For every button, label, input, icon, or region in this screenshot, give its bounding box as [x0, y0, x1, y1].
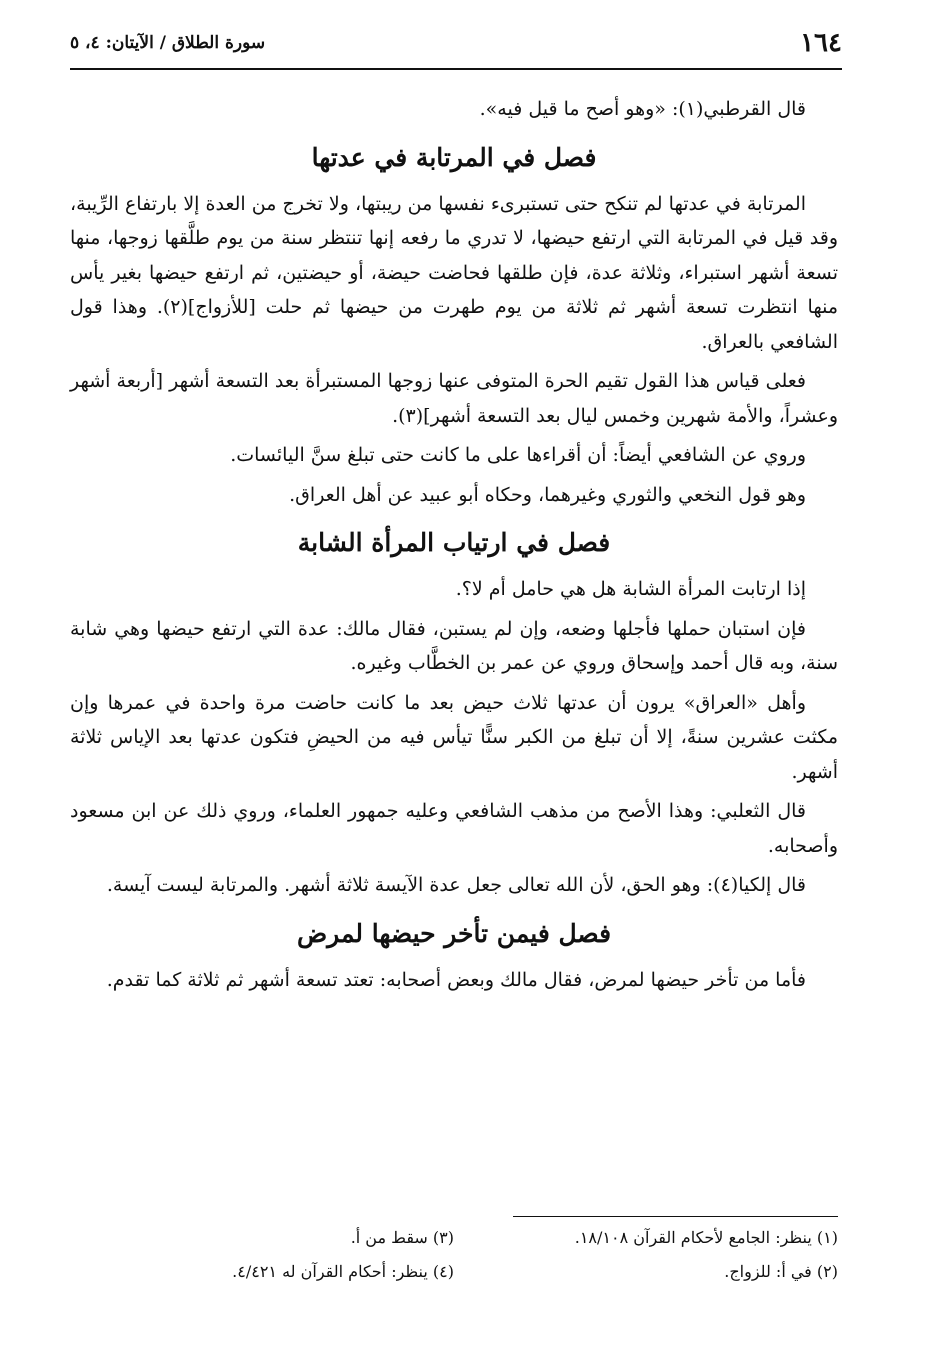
paragraph: فأما من تأخر حيضها لمرض، فقال مالك وبعض أصحابه: تعتد تسعة أشهر ثم ثلاثة كما تقدم.	[106, 968, 806, 991]
footnote-2: (٢) في أ: للزواج.	[724, 1262, 838, 1281]
paragraph: قال إلكيا(٤): وهو الحق، لأن الله تعالى جعل عدة الآيسة ثلاثة أشهر. والمرتابة ليست آيسة.	[106, 874, 806, 896]
page-header	[70, 28, 842, 58]
running-title: سورة الطلاق / الآيتان: ٤، ٥	[70, 33, 266, 53]
footnote-4: (٤) ينظر: أحكام القرآن له ٤/٤٢١.	[232, 1262, 454, 1281]
paragraph: قال الثعلبي: وهذا الأصح من مذهب الشافعي وعليه جمهور العلماء، وروي ذلك عن ابن مسعود وأصحابه.	[70, 800, 838, 857]
section-heading: فصل فيمن تأخر حيضها لمرض	[296, 918, 612, 948]
footnote-1: (١) ينظر: الجامع لأحكام القرآن ١٨/١٠٨.	[574, 1228, 838, 1247]
section-heading: فصل في ارتياب المرأة الشابة	[297, 528, 611, 557]
paragraph: فإن استبان حملها فأجلها وضعه، وإن لم يستبن، فقال مالك: عدة التي ارتفع حيضها وهي شابة سنة، وبه قال أحمد وإسحاق وروي عن عمر بن الخطَّاب وغيره.	[70, 617, 838, 674]
header-divider	[70, 68, 842, 70]
section-heading: فصل في المرتابة في عدتها	[311, 142, 597, 172]
paragraph: وروي عن الشافعي أيضاً: أن أقراءها على ما كانت حتى تبلغ سنَّ اليائسات.	[230, 444, 806, 466]
paragraph: وهو قول النخعي والثوري وغيرهما، وحكاه أبو عبيد عن أهل العراق.	[289, 483, 806, 506]
footnote-3: (٣) سقط من أ.	[350, 1228, 454, 1247]
page-body	[70, 92, 838, 1002]
paragraph: إذا ارتابت المرأة الشابة هل هي حامل أم لا؟.	[455, 578, 806, 600]
page-number: ١٦٤	[800, 28, 842, 58]
paragraph: وأهل «العراق» يرون أن عدتها ثلاث حيض بعد ما كانت حاضت مرة واحدة في عمرها وإن مكثت عشرين سنةً، إلا أن تبلغ من الكبر سنًّا تيأس فيه من الحيضِ فتكون عدتها بعد الإياس ثلاثة أشهر.	[70, 691, 838, 783]
paragraph: المرتابة في عدتها لم تنكح حتى تستبرىء نفسها من ريبتها، ولا تخرج من العدة إلا بارتفاع الرِّيبة، وقد قيل في المرتابة التي ارتفع حيضها، لا تدري ما رفعه إنها تنتظر سنة من يوم طلَّقها زوجها، منها تسعة أشهر استبراء، وثلاثة عدة، فإن طلقها فحاضت حيضة، أو حيضتين، ثم ارتفع حيضها بغير يأس منها انتظرت تسعة أشهر ثم ثلاثة من يوم طهرت من حيضها ثم حلت [للأزواج](٢). وهذا قول الشافعي بالعراق.	[70, 192, 839, 353]
footnote-divider	[513, 1216, 838, 1217]
paragraph: فعلى قياس هذا القول تقيم الحرة المتوفى عنها زوجها المستبرأة بعد التسعة أشهر [أربعة أشهر وعشراً، والأمة شهرين وخمس ليال بعد التسعة أشهر](٣).	[70, 370, 838, 427]
paragraph: قال القرطبي(١): «وهو أصح ما قيل فيه».	[479, 98, 806, 120]
footnotes	[70, 1226, 838, 1284]
